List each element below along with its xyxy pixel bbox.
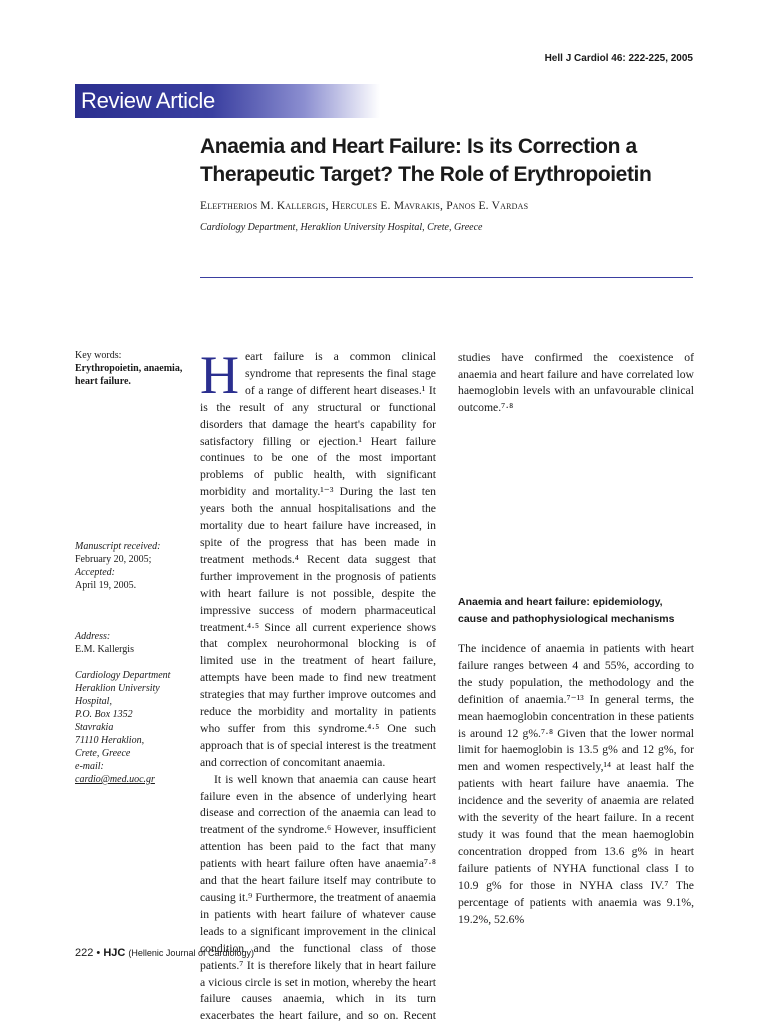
accepted-date: April 19, 2005. [75,580,137,591]
address-lines: Cardiology Department Heraklion University Hospital, P.O. Box 1352 Stavrakia 71110 Heraklion, Crete, Greece [75,670,171,759]
authors: Eleftherios M. Kallergis, Hercules E. Mavrakis, Panos E. Vardas [200,200,529,212]
affiliation: Cardiology Department, Heraklion University Hospital, Crete, Greece [200,222,483,233]
received-label: Manuscript received: [75,541,161,552]
paragraph-2-continued [458,349,694,569]
email-link[interactable]: cardio@med.uoc.gr [75,774,155,785]
intro-paragraph [200,345,436,772]
sidebar-dates [75,540,185,592]
section-label: Review Article [81,88,215,113]
address-name: E.M. Kallergis [75,644,134,655]
page-footer [75,947,254,959]
paragraph-1-text: eart failure is a common clinical syndrome that represents the final stage of a range of different heart diseases.¹ It is the result of any structural or functional disorders that damage the heart's capability for satisfactory filling or ejection.¹ Heart failure continues to be one of the most important problems of public health, with significant morbidity and mortality.¹⁻³ During the last ten years both the annual hospitalisations and the mortality due to heart failure have increased, in spite of the progress that has been made in treatment methods.⁴ Recent data suggest that further improvement in the prognosis of patients with heart failure is not possible, despite the impressive success of modern pharmaceutical treatment.⁴·⁵ Since all current experience shows that complex neurohormonal blocking is of limited use in the treatment of heart failure, attempts have been made to find new treatment strategies that may further improve outcomes and reduce the morbidity and mortality in patients who suffer from this syndrome.⁴·⁵ One such approach that is of special interest is the treatment and correction of concomitant anaemia. [200,350,436,769]
keywords: Erythropoietin, anaemia, heart failure. [75,363,183,387]
journal-full: (Hellenic Journal of Cardiology) [128,948,254,958]
paragraph-2-continued-text: studies have confirmed the coexistence of anaemia and heart failure and have correlated low haemoglobin levels with an unfavourable clinical outcome.⁷·⁸ [458,350,694,415]
accepted-label: Accepted: [75,567,115,578]
header-divider [200,277,693,278]
sidebar-address [75,630,185,786]
email-label: e-mail: [75,761,104,772]
paragraph-3: The incidence of anaemia in patients with heart failure ranges between 4 and 55%, according to the study population, the methodology and the definition of anaemia.⁷⁻¹³ In general terms, the mean haemoglobin concentration in these patients is around 12 g%.⁷·⁸ Given that the lower normal limit for haemoglobin is 13.5 g% and 12 g%, for men and women respectively,¹⁴ at least half the patients with heart failure have anaemia. The incidence and the severity of anaemia are related with the severity of the heart failure. In a recent study it was found that the mean haemoglobin concentration dropped from 13.6 g% in heart failure patients of NYHA functional class I to 10.9 g% for those in NYHA class IV.⁷ The percentage of patients with anaemia was 9.1%, 19.2%, 52.6% [458,642,694,926]
sidebar-keywords [75,349,185,388]
title-line-2: Therapeutic Target? The Role of Erythropoietin [200,163,652,186]
section-heading: Anaemia and heart failure: epidemiology, cause and pathophysiological mechanisms [458,596,675,625]
keywords-label: Key words: [75,350,122,361]
footer-bullet: • [96,947,101,959]
received-date: February 20, 2005; [75,554,152,565]
journal-abbr: HJC [103,947,126,959]
drop-cap: H [200,345,239,405]
address-label: Address: [75,631,111,642]
body-column-right [458,349,694,928]
body-column-left [200,345,436,1022]
article-title [200,133,700,189]
page-number: 222 [75,947,94,959]
section-banner [75,84,380,118]
journal-reference: Hell J Cardiol 46: 222-225, 2005 [544,53,693,64]
title-line-1: Anaemia and Heart Failure: Is its Correction a [200,135,637,158]
paragraph-2: It is well known that anaemia can cause heart failure even in the absence of underlying heart disease and correction of the anaemia can lead to treatment of the syndrome.⁶ However, insufficient attention has been paid to the fact that many patients with heart failure often have anaemia⁷·⁸ and that the heart failure itself may contribute to causing it.⁹ Furthermore, the treatment of anaemia in patients with heart failure of whatever cause leads to a significant improvement in the clinical condition and the functional class of those patients.⁷ It is therefore likely that in heart failure a vicious circle is set in motion, whereby the heart failure causes anaemia, which in its turn exacerbates the heart failure, and so on. Recent [200,772,436,1022]
